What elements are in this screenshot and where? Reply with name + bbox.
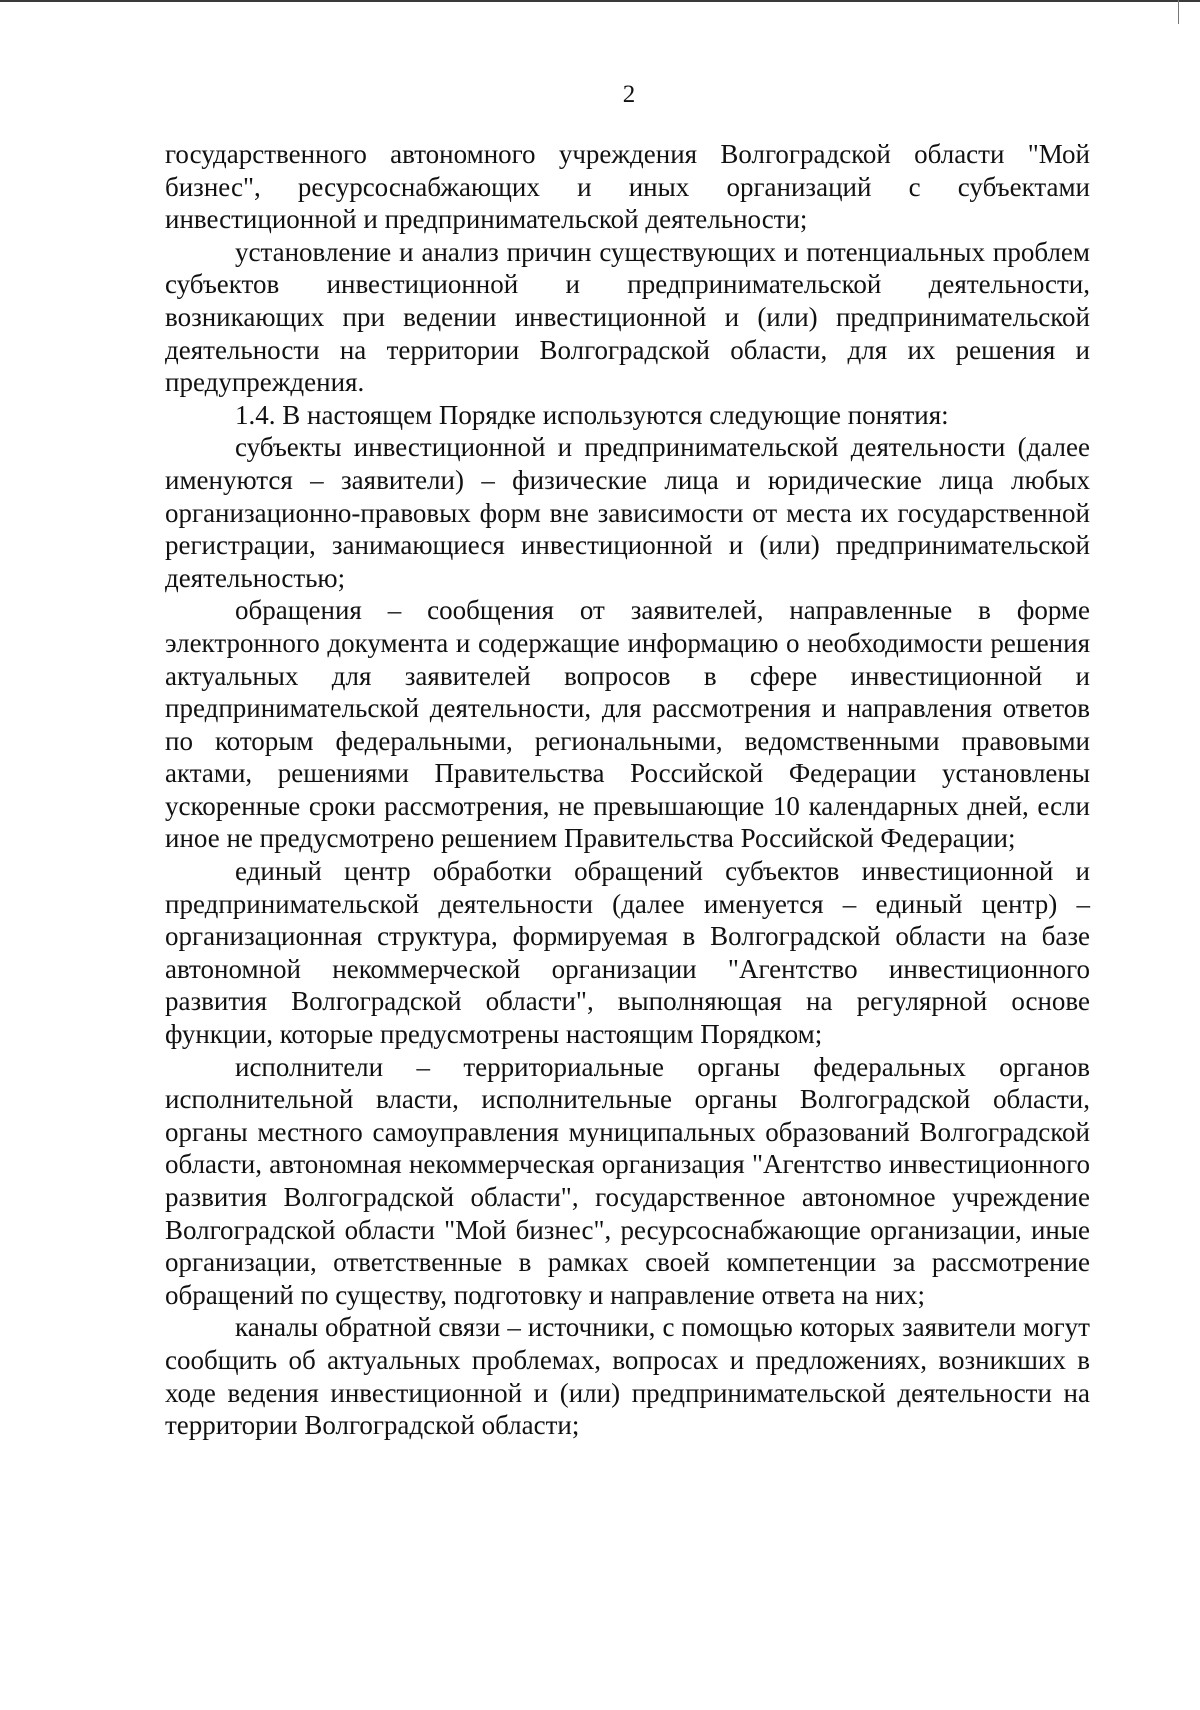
paragraph-definition-applicants: субъекты инвестиционной и предпринимательской деятельности (далее именуются – заявители) – физические лица и юридические лица любых организационно-правовых форм вне зависимости от места их государственной регистрации, занимающиеся инвестиционной и (или) предпринимательской деятельностью; xyxy=(165,432,1090,593)
paragraph-definition-single-center: единый центр обработки обращений субъектов инвестиционной и предпринимательской деятельности (далее именуется – единый центр) – организационная структура, формируемая в Волгоградской области на базе автономной некоммерческой организации "Агентство инвестиционного развития Волгоградской области", выполняющая на регулярной основе функции, которые предусмотрены настоящим Порядком; xyxy=(165,856,1090,1050)
paragraph-problem-analysis: установление и анализ причин существующих и потенциальных проблем субъектов инвестиционной и предпринимательской деятельности, возникающих при ведении инвестиционной и (или) предпринимательской деятельности на территории Волгоградской области, для их решения и предупреждения. xyxy=(165,236,1090,398)
scan-top-border xyxy=(0,0,1200,2)
paragraph-definition-executors: исполнители – территориальные органы федеральных органов исполнительной власти, исполнительные органы Волгоградской области, органы местного самоуправления муниципальных образований Волгоградской области, автономная некоммерческая организация "Агентство инвестиционного развития Волгоградской области", государственное автономное учреждение Волгоградской области "Мой бизнес", ресурсоснабжающие организации, иные организации, ответственные в рамках своей компетенции за рассмотрение обращений по существу, подготовку и направление ответа на них; xyxy=(165,1051,1090,1310)
scan-edge-mark xyxy=(1178,0,1179,24)
paragraph-definition-feedback-channels: каналы обратной связи – источники, с помощью которых заявители могут сообщить об актуальных проблемах, вопросах и предложениях, возникших в ходе ведения инвестиционной и (или) предпринимательской деятельности на территории Волгоградской области; xyxy=(165,1312,1090,1441)
paragraph-section-1-4: 1.4. В настоящем Порядке используются следующие понятия: xyxy=(235,399,949,430)
document-body xyxy=(165,138,1090,1442)
paragraph-continuation: государственного автономного учреждения Волгоградской области "Мой бизнес", ресурсоснабжающих и иных организаций с субъектами инвестиционной и предпринимательской деятельности; xyxy=(165,139,1090,235)
paragraph-definition-appeals: обращения – сообщения от заявителей, направленные в форме электронного документа и содержащие информацию о необходимости решения актуальных для заявителей вопросов в сфере инвестиционной и предпринимательской деятельности, для рассмотрения и направления ответов по которым федеральными, региональными, ведомственными правовыми актами, решениями Правительства Российской Федерации установлены ускоренные сроки рассмотрения, не превышающие 10 календарных дней, если иное не предусмотрено решением Правительства Российской Федерации; xyxy=(165,595,1090,854)
page-number: 2 xyxy=(622,81,636,108)
